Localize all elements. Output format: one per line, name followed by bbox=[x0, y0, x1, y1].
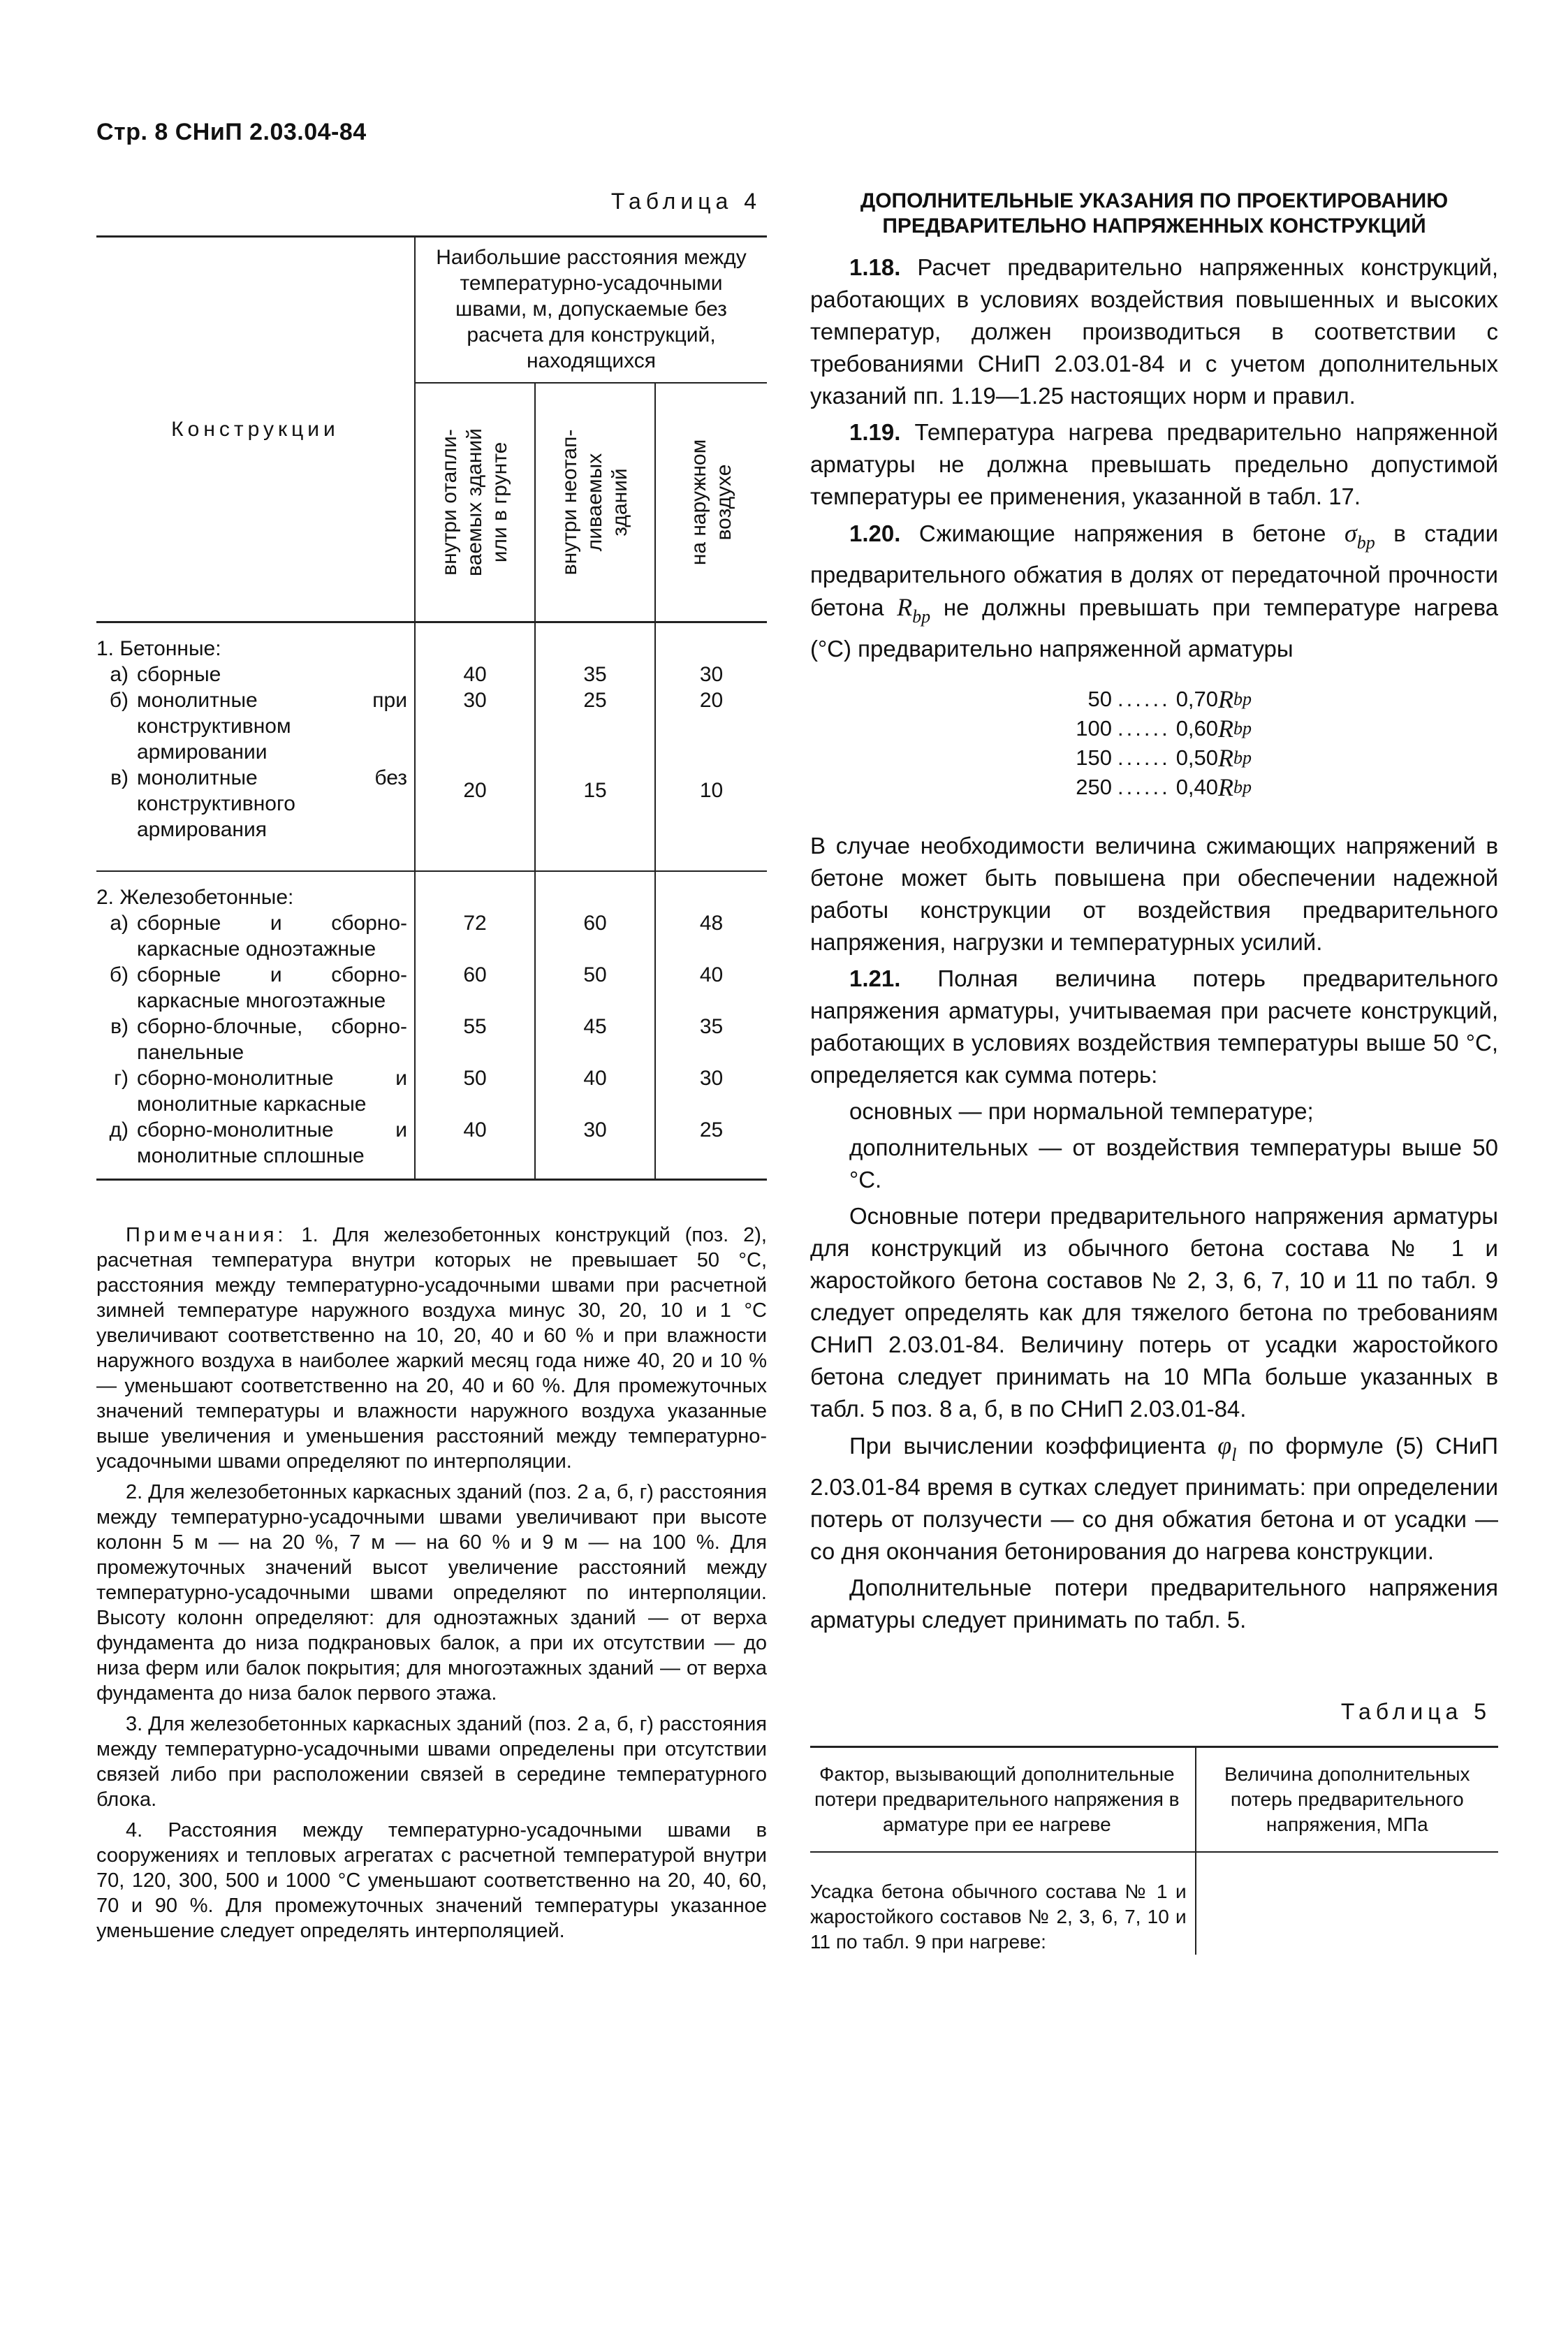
section-heading: ДОПОЛНИТЕЛЬНЫЕ УКАЗАНИЯ ПО ПРОЕКТИРОВАНИЮ ПРЕДВАРИТЕЛЬНО НАПРЯЖЕННЫХ КОНСТРУКЦИЙ bbox=[860, 189, 1449, 238]
formula-symbol: R bbox=[1218, 715, 1234, 743]
value-cell: 50 bbox=[415, 1065, 535, 1117]
table4-subheader-heated bbox=[415, 383, 535, 622]
page-header: Стр. 8 СНиП 2.03.04-84 bbox=[96, 119, 367, 145]
clause-text: по формуле (5) СНиП 2.03.01-84 время в сутках следует принимать: при определении потерь от ползучести — со дня обжатия бетона и от усадки — со дня окончания бетонирования до нагрева конструкции. bbox=[810, 1433, 1498, 1564]
left-column bbox=[96, 189, 767, 1949]
table4-subheader-outdoor bbox=[655, 383, 767, 622]
value-cell: 40 bbox=[415, 662, 535, 687]
row-letter: в) bbox=[110, 766, 129, 789]
value-cell: 35 bbox=[699, 1015, 724, 1038]
value-cell: 48 bbox=[699, 912, 724, 935]
formula-symbol: R bbox=[1218, 685, 1234, 713]
table5-factor-cell: Усадка бетона обычного состава № 1 и жаростойкого составов № 2, 3, 6, 7, 10 и 11 по табл. 9 при нагреве: bbox=[810, 1852, 1196, 1955]
formula-list bbox=[1062, 685, 1498, 802]
table-row bbox=[810, 1852, 1498, 1955]
clause-text: в стадии предварительного обжатия в долях от передаточной прочности бетона bbox=[810, 520, 1499, 620]
formula-symbol: R bbox=[1218, 773, 1234, 801]
formula-subscript: bp bbox=[1233, 777, 1252, 797]
value-cell: 72 bbox=[415, 910, 535, 962]
losses-additional: дополнительных — от воздействия температуры выше 50 °С. bbox=[849, 1135, 1498, 1192]
value-cell: 30 bbox=[699, 1067, 724, 1090]
value-cell: 20 bbox=[699, 689, 724, 712]
table5-header-factor: Фактор, вызывающий дополнительные потери предварительного напряжения в арматуре при ее нагреве bbox=[810, 1747, 1196, 1853]
formula-dots: ...... bbox=[1118, 687, 1171, 711]
note-3: 3. Для железобетонных каркасных зданий (поз. 2 а, б, г) расстояния между температурно-усадочными швами определены при отсутствии связей либо при расположении связей в середине температурного блока. bbox=[96, 1713, 767, 1811]
row-name: монолитные без конструктивного армирования bbox=[137, 766, 407, 841]
table5-header-value: Величина дополнительных потерь предварительного напряжения, МПа bbox=[1196, 1747, 1498, 1853]
formula-dots: ...... bbox=[1118, 775, 1171, 799]
value-cell: 25 bbox=[655, 1117, 767, 1180]
table-row bbox=[96, 1117, 767, 1180]
formula-coef: 0,70 bbox=[1175, 687, 1219, 711]
table-row bbox=[96, 1014, 767, 1065]
right-column bbox=[810, 189, 1498, 1955]
paragraph-1-19 bbox=[810, 416, 1498, 513]
sigma-symbol: σ bbox=[1344, 519, 1357, 547]
value-cell: 60 bbox=[535, 910, 655, 962]
table4-group-title: 1. Бетонные: bbox=[96, 622, 415, 662]
table4-header-main: Наибольшие расстояния между температурно-усадочными швами, м, допускаемые без расчета для конструкций, находящихся bbox=[415, 237, 767, 384]
note-1-text: 1. Для железобетонных конструкций (поз. 2), расчетная температура внутри которых не превышает 50 °С, расстояния между температурно-усадочными швами при расчетной зимней температуре наружного воздуха минус 30, 20, 10 и 1 °С увеличивают соответственно на 10, 20, 40 и 60 % и при влажности наружного воздуха в наиболее жаркий месяц года ниже 40, 20 и 10 % — уменьшают соответственно на 20, 40 и 60 %. Для промежуточных значений температуры и влажности наружного воздуха указанные выше увеличения и уменьшения расстояний между температурно-усадочными швами определяют по интерполяции. bbox=[96, 1224, 767, 1473]
formula-row bbox=[1062, 685, 1498, 714]
formula-row bbox=[1062, 714, 1498, 743]
value-cell: 30 bbox=[699, 663, 724, 686]
paragraph-1-21-basic-losses: Основные потери предварительного напряжения арматуры для конструкций из обычного бетона состава № 1 и жаростойкого бетона составов № 2, 3, 6, 7, 10 и 11 по табл. 9 следует определять как для тяжелого бетона по требованиям СНиП 2.03.01-84. Величину потерь от усадки жаростойкого бетона следует принимать на 10 МПа больше указанных в табл. 5 поз. 8 а, б, в по СНиП 2.03.01-84. bbox=[810, 1203, 1498, 1422]
value-cell: 40 bbox=[699, 963, 724, 986]
row-name: сборно-монолитные и монолитные каркасные bbox=[137, 1067, 407, 1116]
value-cell: 35 bbox=[535, 662, 655, 687]
table4-subheader-unheated bbox=[535, 383, 655, 622]
row-name: монолитные при конструктивном армировании bbox=[137, 689, 407, 764]
table-row bbox=[96, 910, 767, 962]
r-symbol: R bbox=[897, 593, 913, 621]
table-row bbox=[96, 662, 767, 687]
row-letter: б) bbox=[109, 963, 129, 986]
table-row bbox=[96, 962, 767, 1014]
clause-number: 1.20. bbox=[849, 520, 901, 546]
value-cell: 60 bbox=[415, 962, 535, 1014]
paragraph-1-21-coefficient bbox=[810, 1429, 1498, 1568]
table5 bbox=[810, 1746, 1498, 1955]
clause-text: Расчет предварительно напряженных конструкций, работающих в условиях воздействия повышенных и высоких температур, должен производиться в соответствии с требованиями СНиП 2.03.01-84 и с учетом дополнительных указаний пп. 1.19—1.25 настоящих норм и правил. bbox=[810, 254, 1499, 409]
formula-subscript: bp bbox=[1233, 747, 1252, 768]
value-cell: 45 bbox=[535, 1014, 655, 1065]
table-row bbox=[96, 687, 767, 765]
clause-number: 1.21. bbox=[849, 965, 901, 991]
formula-subscript: bp bbox=[1233, 689, 1252, 709]
row-name: сборные и сборно-каркасные одноэтажные bbox=[137, 912, 407, 961]
table4-notes bbox=[96, 1223, 767, 1943]
row-name: сборно-блочные, сборно-панельные bbox=[137, 1015, 407, 1064]
value-cell: 25 bbox=[535, 687, 655, 765]
row-letter: г) bbox=[114, 1067, 129, 1090]
row-name: сборно-монолитные и монолитные сплошные bbox=[137, 1118, 407, 1167]
phi-symbol: φ bbox=[1217, 1431, 1232, 1459]
notes-label: Примечания: bbox=[126, 1224, 287, 1246]
value-cell: 50 bbox=[535, 962, 655, 1014]
table-row bbox=[96, 1065, 767, 1117]
formula-temp: 150 bbox=[1076, 745, 1112, 770]
row-letter: а) bbox=[110, 663, 129, 686]
value-cell: 40 bbox=[415, 1117, 535, 1180]
value-cell: 10 bbox=[699, 779, 724, 802]
row-letter: д) bbox=[109, 1118, 129, 1141]
row-letter: б) bbox=[109, 689, 129, 712]
row-name: сборные и сборно-каркасные многоэтажные bbox=[137, 963, 407, 1012]
value-cell: 20 bbox=[415, 765, 535, 871]
note-2: 2. Для железобетонных каркасных зданий (поз. 2 а, б, г) расстояния между температурно-усадочными швами увеличивают при высоте колонн 5 м — на 20 %, 7 м — на 60 % и 9 м — на 100 %. Для промежуточных значений высот увеличение расстояний между температурно-усадочными швами определяют по интерполяции. Высоту колонн определяют: для одноэтажных зданий — от верха фундамента до низа подкрановых балок, а при их отсутствии — до низа ферм или балок покрытия; для многоэтажных зданий — от верха фундамента до низа балок первого этажа. bbox=[96, 1481, 767, 1705]
table4-subheader-unheated-text: внутри неотап- ливаемых зданий bbox=[558, 429, 631, 576]
table4-header-constructions: Конструкции bbox=[96, 237, 415, 622]
formula-symbol: R bbox=[1218, 744, 1234, 772]
phi-subscript: l bbox=[1231, 1445, 1237, 1465]
clause-text: При вычислении коэффициента bbox=[849, 1433, 1206, 1459]
sigma-subscript: bp bbox=[1356, 532, 1375, 553]
clause-text: Сжимающие напряжения в бетоне bbox=[918, 520, 1326, 546]
table5-value-cell bbox=[1196, 1852, 1498, 1955]
table4-group-title: 2. Железобетонные: bbox=[96, 871, 415, 910]
formula-coef: 0,40 bbox=[1175, 775, 1219, 799]
formula-dots: ...... bbox=[1118, 745, 1171, 770]
row-name: сборные bbox=[137, 663, 221, 686]
paragraph-1-20-continued: В случае необходимости величина сжимающих напряжений в бетоне может быть повышена при обеспечении надежной работы конструкции от воздействия предварительного напряжения, нагрузки и температурных усилий. bbox=[810, 833, 1498, 955]
table4 bbox=[96, 235, 767, 1181]
table4-caption: Таблица 4 bbox=[610, 189, 761, 214]
formula-dots: ...... bbox=[1118, 716, 1171, 741]
note-1 bbox=[96, 1223, 767, 1474]
table4-subheader-outdoor-text: на наружном воздухе bbox=[687, 439, 735, 566]
paragraph-1-21 bbox=[810, 963, 1498, 1091]
paragraph-1-20 bbox=[810, 517, 1498, 665]
value-cell: 55 bbox=[415, 1014, 535, 1065]
formula-row bbox=[1062, 773, 1498, 802]
paragraph-1-21-additional: Дополнительные потери предварительного напряжения арматуры следует принимать по табл. 5. bbox=[810, 1575, 1498, 1633]
clause-text: Температура нагрева предварительно напряженной арматуры не должна превышать предельно допустимой температуры ее применения, указанной в табл. 17. bbox=[810, 419, 1498, 509]
formula-temp: 100 bbox=[1076, 716, 1112, 741]
clause-text: Полная величина потерь предварительного напряжения арматуры, учитываемая при расчете конструкций, работающих в условиях воздействия температуры выше 50 °С, определяется как сумма потерь: bbox=[810, 965, 1498, 1088]
formula-coef: 0,60 bbox=[1175, 716, 1219, 741]
formula-temp: 250 bbox=[1076, 775, 1112, 799]
paragraph-1-18 bbox=[810, 251, 1498, 412]
note-4: 4. Расстояния между температурно-усадочными швами в сооружениях и тепловых агрегатах с расчетной температурой внутри 70, 120, 300, 500 и 1000 °С уменьшают соответственно на 20, 40, 60, 70 и 90 %. Для промежуточных значений температуры указанное уменьшение следует определять интерполяцией. bbox=[96, 1819, 767, 1942]
value-cell: 15 bbox=[535, 765, 655, 871]
formula-temp: 50 bbox=[1087, 687, 1112, 711]
row-letter: а) bbox=[110, 912, 129, 935]
row-letter: в) bbox=[110, 1015, 129, 1038]
value-cell: 30 bbox=[535, 1117, 655, 1180]
table-row bbox=[96, 765, 767, 871]
formula-subscript: bp bbox=[1233, 718, 1252, 738]
value-cell: 30 bbox=[415, 687, 535, 765]
r-subscript: bp bbox=[912, 606, 931, 627]
clause-text: не должны превышать при температуре нагрева (°С) предварительно напряженной арматуры bbox=[810, 594, 1499, 662]
table5-caption: Таблица 5 bbox=[1340, 1699, 1491, 1724]
clause-number: 1.18. bbox=[849, 254, 901, 280]
formula-coef: 0,50 bbox=[1175, 745, 1219, 770]
table4-subheader-heated-text: внутри отапли- ваемых зданий или в грунте bbox=[438, 428, 511, 576]
losses-basic: основных — при нормальной температуре; bbox=[849, 1098, 1314, 1124]
formula-row bbox=[1062, 743, 1498, 773]
value-cell: 40 bbox=[535, 1065, 655, 1117]
clause-number: 1.19. bbox=[849, 419, 901, 445]
